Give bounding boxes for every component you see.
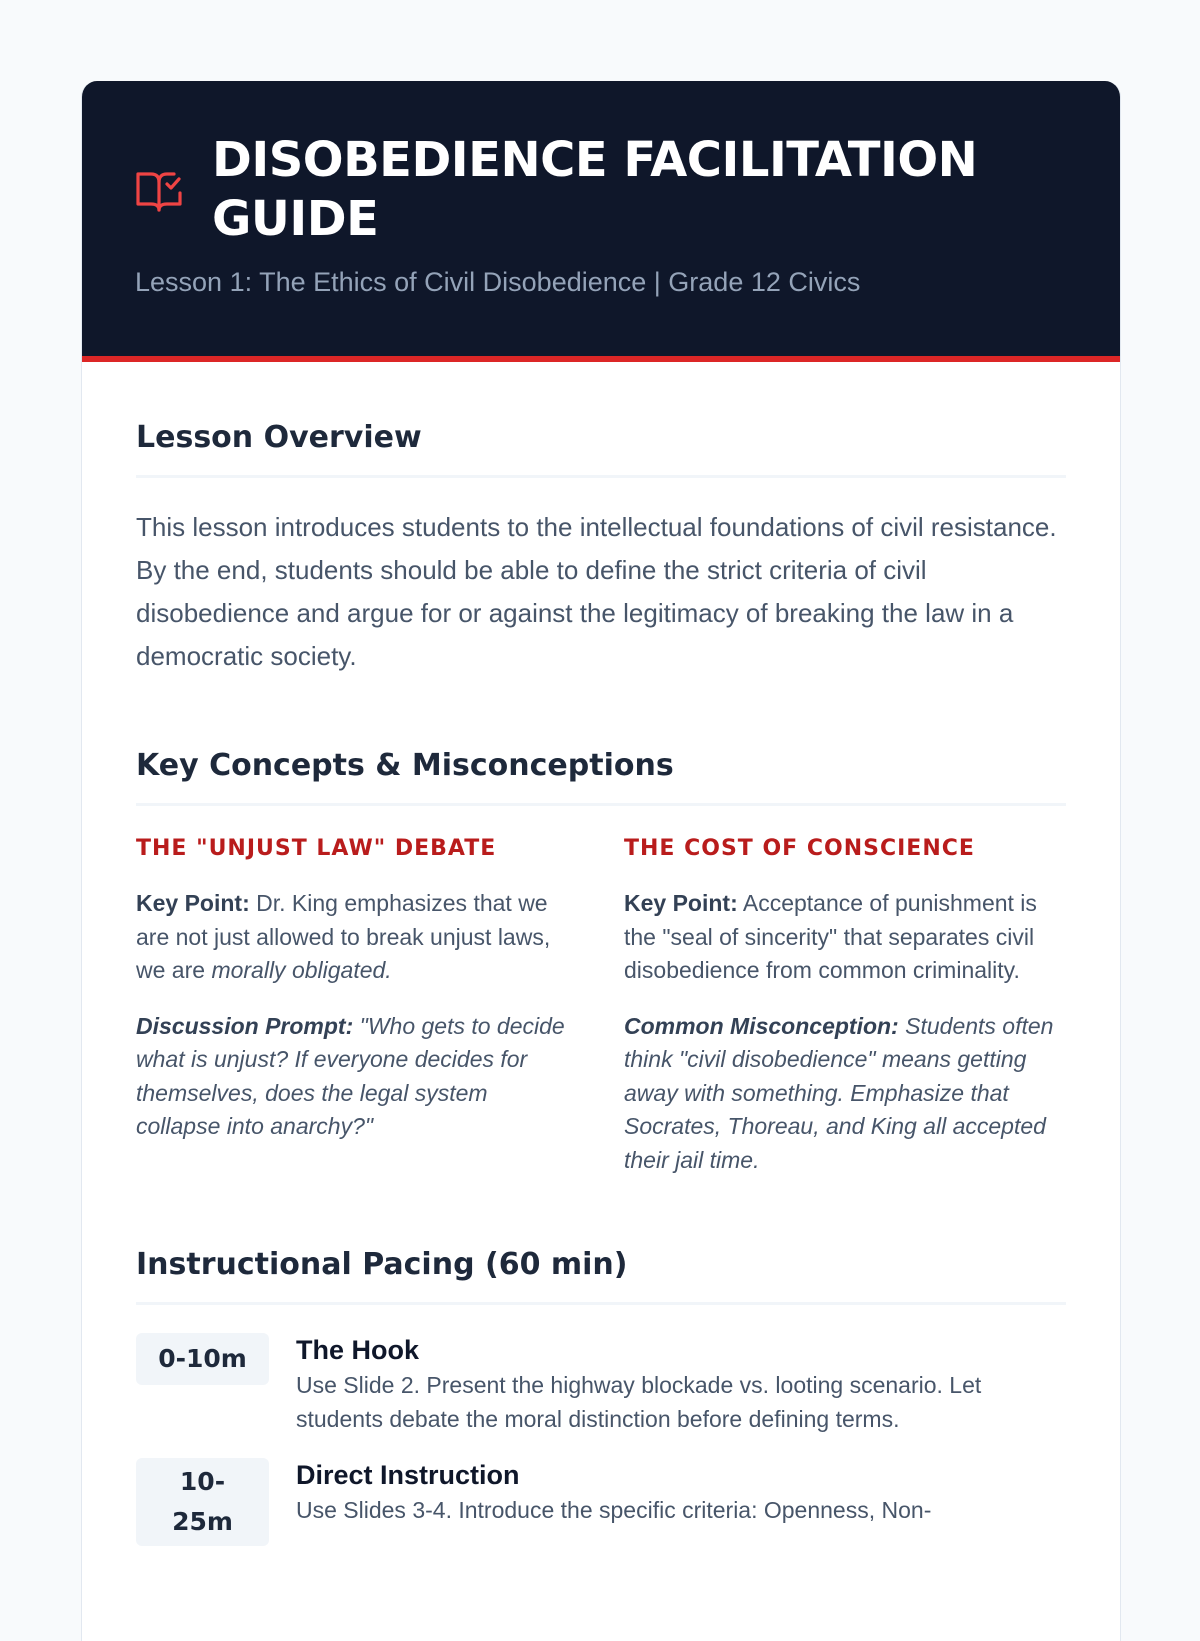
- common-misconception: [624, 1010, 1066, 1178]
- pacing-activity-name: Direct Instruction: [296, 1460, 520, 1490]
- key-point: [136, 887, 578, 988]
- guide-content: [82, 420, 1120, 1546]
- page-subtitle: Lesson 1: The Ethics of Civil Disobedience | Grade 12 Civics: [135, 267, 861, 297]
- key-point-label: Key Point:: [136, 890, 250, 916]
- overview-text: This lesson introduces students to the intellectual foundations of civil resistance. By the end, students should be able to define the strict criteria of civil disobedience and argue for or against the legitimacy of breaking the law in a democratic society.: [136, 512, 1057, 671]
- pacing-row: [136, 1333, 1066, 1436]
- key-point-emphasis: morally obligated.: [211, 957, 392, 983]
- guide-header: [82, 81, 1120, 362]
- misconception-label: Common Misconception:: [624, 1012, 899, 1039]
- discussion-prompt: [136, 1010, 578, 1144]
- pacing-activity-desc: Use Slides 3-4. Introduce the specific criteria: Openness, Non-: [296, 1497, 932, 1523]
- concepts-heading: Key Concepts & Misconceptions: [136, 748, 1066, 806]
- key-point: [624, 887, 1066, 988]
- pacing-row: [136, 1458, 1066, 1546]
- pacing-time-badge: 0-10m: [136, 1333, 269, 1385]
- concept-heading: THE "UNJUST LAW" DEBATE: [136, 836, 497, 861]
- pacing-activity-desc: Use Slide 2. Present the highway blockade vs. looting scenario. Let students debate the moral distinction before defining terms.: [296, 1372, 982, 1432]
- pacing-time-badge: [136, 1458, 269, 1546]
- pacing-activity-name: The Hook: [296, 1335, 420, 1365]
- overview-heading: Lesson Overview: [136, 420, 1066, 478]
- concept-column-cost-of-conscience: [624, 836, 1066, 1177]
- page-title: DISOBEDIENCE FACILITATION GUIDE: [212, 132, 978, 247]
- concept-column-unjust-law: [136, 836, 578, 1177]
- key-point-text: Dr. King emphasizes that we are not just allowed to break unjust laws, we are: [136, 890, 551, 983]
- pacing-body: [296, 1333, 1066, 1436]
- key-point-label: Key Point:: [624, 890, 738, 916]
- pacing-body: [296, 1458, 1066, 1527]
- facilitation-guide-card: [81, 81, 1121, 1641]
- key-point-text: Acceptance of punishment is the "seal of sincerity" that separates civil disobedience from common criminality.: [624, 890, 1037, 983]
- book-check-icon: [134, 169, 184, 213]
- concept-heading: THE COST OF CONSCIENCE: [624, 836, 975, 861]
- concepts-grid: [136, 836, 1066, 1177]
- discussion-prompt-label: Discussion Prompt:: [136, 1012, 354, 1039]
- pacing-time-start: 10-: [179, 1467, 226, 1496]
- pacing-time-end: 25m: [172, 1507, 233, 1536]
- discussion-prompt-text: "Who gets to decide what is unjust? If everyone decides for themselves, does the legal system collapse into anarchy?": [136, 1012, 565, 1139]
- misconception-text: Students often think "civil disobedience" means getting away with something. Emphasize that Socrates, Thoreau, and King all accepted their jail time.: [624, 1012, 1054, 1173]
- pacing-heading: Instructional Pacing (60 min): [136, 1247, 1066, 1305]
